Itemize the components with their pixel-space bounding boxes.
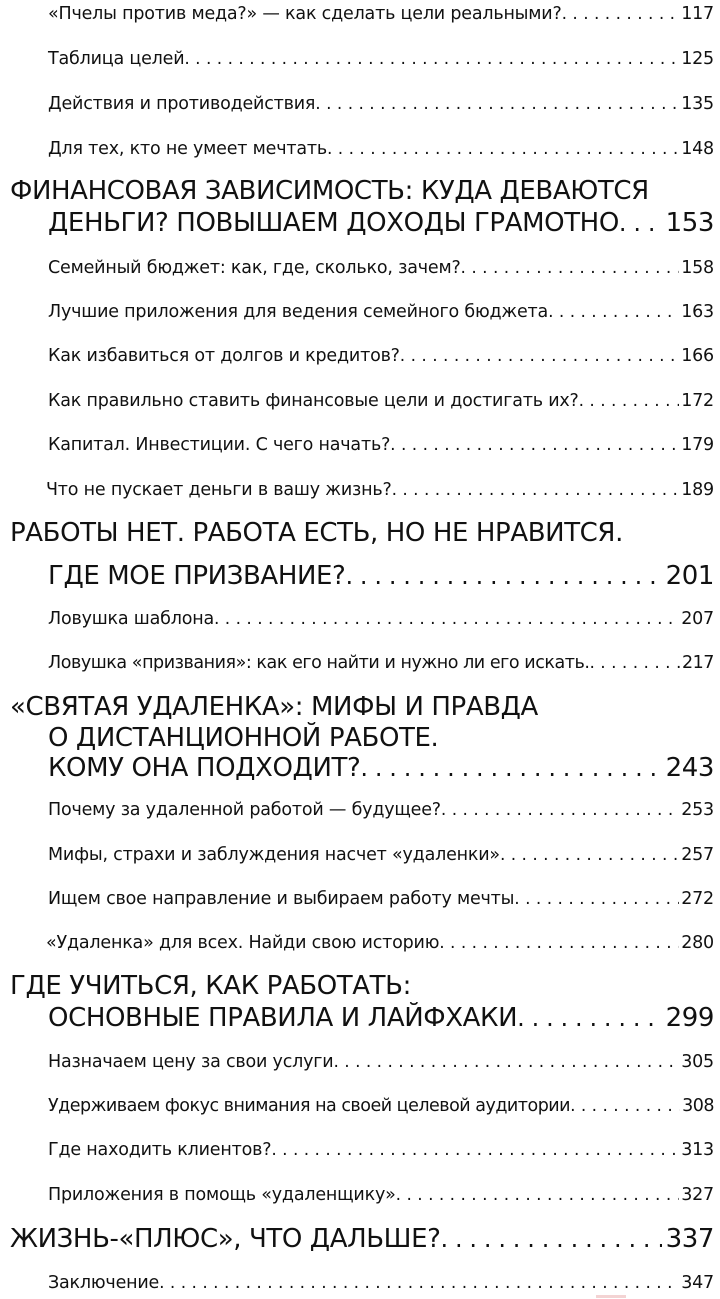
toc-entry-page: 166 bbox=[681, 346, 714, 366]
toc-entry-title: Что не пускает деньги в вашу жизнь? bbox=[46, 480, 392, 500]
toc-chapter-title-line-1: ГДЕ УЧИТЬСЯ, КАК РАБОТАТЬ: bbox=[10, 971, 411, 1001]
leader-dots bbox=[562, 4, 680, 24]
toc-chapter-title-line-2: ДЕНЬГИ? ПОВЫШАЕМ ДОХОДЫ ГРАМОТНО bbox=[48, 208, 619, 238]
leader-dots bbox=[514, 889, 679, 909]
leader-dots bbox=[159, 1273, 679, 1293]
toc-entry-title: Приложения в помощь «удаленщику» bbox=[48, 1185, 396, 1205]
toc-entry-page: 207 bbox=[681, 609, 714, 629]
toc-chapter-title-line-1: «СВЯТАЯ УДАЛЕНКА»: МИФЫ И ПРАВДА bbox=[10, 692, 538, 722]
leader-dots bbox=[579, 391, 680, 411]
toc-entry-page: 117 bbox=[681, 4, 714, 24]
toc-entry-title: Как избавиться от долгов и кредитов? bbox=[48, 346, 400, 366]
toc-chapter-title-line-2: ОСНОВНЫЕ ПРАВИЛА И ЛАЙФХАКИ bbox=[48, 1003, 518, 1033]
toc-entry-title: Мифы, страхи и заблуждения насчет «удаленки» bbox=[48, 845, 500, 865]
toc-entry-page: 189 bbox=[681, 480, 714, 500]
toc-chapter-title-line-3: КОМУ ОНА ПОДХОДИТ? bbox=[48, 753, 361, 783]
toc-entry-title: Удерживаем фокус внимания на своей целевой аудитории bbox=[48, 1096, 571, 1116]
toc-chapter-page: 153 bbox=[665, 208, 714, 238]
toc-entry-title: Лучшие приложения для ведения семейного бюджета bbox=[48, 302, 549, 322]
leader-dots bbox=[548, 302, 679, 322]
toc-entry-title: Семейный бюджет: как, где, сколько, зачем? bbox=[48, 258, 461, 278]
leader-dots bbox=[461, 258, 680, 278]
toc-entry-title: Где находить клиентов? bbox=[48, 1140, 272, 1160]
leader-dots bbox=[441, 1224, 662, 1254]
toc-entry-page: 125 bbox=[681, 49, 714, 69]
toc-chapter-page: 201 bbox=[665, 561, 714, 591]
toc-chapter-title-line-2: ГДЕ МОЕ ПРИЗВАНИЕ? bbox=[48, 561, 346, 591]
leader-dots bbox=[500, 845, 679, 865]
toc-chapter-title-line-1: ФИНАНСОВАЯ ЗАВИСИМОСТЬ: КУДА ДЕВАЮТСЯ bbox=[10, 176, 649, 206]
leader-dots bbox=[315, 94, 679, 114]
leader-dots bbox=[392, 480, 680, 500]
leader-dots bbox=[184, 49, 679, 69]
leader-dots bbox=[360, 753, 661, 783]
leader-dots bbox=[271, 1140, 679, 1160]
toc-entry-page: 253 bbox=[681, 800, 714, 820]
toc-entry-page: 217 bbox=[681, 653, 714, 673]
toc-entry-page: 308 bbox=[682, 1096, 714, 1116]
toc-entry-title: Таблица целей bbox=[48, 49, 185, 69]
toc-entry-page: 257 bbox=[681, 845, 714, 865]
toc-entry-page: 135 bbox=[681, 94, 714, 114]
leader-dots bbox=[590, 653, 680, 673]
toc-entry-page: 272 bbox=[681, 889, 714, 909]
leader-dots bbox=[439, 933, 679, 953]
toc-entry-title: Ловушка шаблона bbox=[48, 609, 214, 629]
leader-dots bbox=[214, 609, 679, 629]
toc-entry-page: 280 bbox=[681, 933, 714, 953]
leader-dots bbox=[441, 800, 679, 820]
toc-entry-page: 347 bbox=[681, 1273, 714, 1293]
toc-entry-page: 313 bbox=[681, 1140, 714, 1160]
toc-entry-title: Почему за удаленной работой — будущее? bbox=[48, 800, 441, 820]
leader-dots bbox=[400, 346, 679, 366]
toc-entry-title: Ловушка «призвания»: как его найти и нужно ли его искать. bbox=[48, 653, 590, 673]
toc-entry-title: Назначаем цену за свои услуги bbox=[48, 1052, 334, 1072]
toc-entry-title: «Удаленка» для всех. Найди свою историю bbox=[46, 933, 440, 953]
toc-entry-page: 172 bbox=[681, 391, 714, 411]
toc-entry-page: 305 bbox=[681, 1052, 714, 1072]
toc-chapter-title-line-1: ЖИЗНЬ-«ПЛЮС», ЧТО ДАЛЬШЕ? bbox=[10, 1224, 441, 1254]
leader-dots bbox=[390, 435, 679, 455]
toc-entry-page: 158 bbox=[681, 258, 714, 278]
toc-entry-page: 163 bbox=[681, 302, 714, 322]
toc-chapter-page: 337 bbox=[665, 1224, 714, 1254]
toc-entry-title: «Пчелы против меда?» — как сделать цели реальными? bbox=[48, 4, 562, 24]
toc-entry-title: Капитал. Инвестиции. С чего начать? bbox=[48, 435, 391, 455]
leader-dots bbox=[327, 139, 679, 159]
leader-dots bbox=[570, 1096, 680, 1116]
toc-chapter-page: 299 bbox=[665, 1003, 714, 1033]
toc-entry-title: Как правильно ставить финансовые цели и достигать их? bbox=[48, 391, 579, 411]
toc-entry-title: Для тех, кто не умеет мечтать bbox=[48, 139, 327, 159]
toc-chapter-title-line-1: РАБОТЫ НЕТ. РАБОТА ЕСТЬ, НО НЕ НРАВИТСЯ. bbox=[10, 518, 623, 548]
toc-chapter-title-line-2: О ДИСТАНЦИОННОЙ РАБОТЕ. bbox=[48, 723, 439, 753]
leader-dots bbox=[517, 1003, 661, 1033]
toc-chapter-page: 243 bbox=[665, 753, 714, 783]
toc-entry-title: Заключение bbox=[48, 1273, 160, 1293]
toc-entry-title: Действия и противодействия bbox=[48, 94, 316, 114]
leader-dots bbox=[396, 1185, 680, 1205]
leader-dots bbox=[333, 1052, 679, 1072]
leader-dots bbox=[345, 561, 661, 591]
toc-entry-page: 179 bbox=[681, 435, 714, 455]
toc-entry-title: Ищем свое направление и выбираем работу мечты bbox=[48, 889, 515, 909]
leader-dots bbox=[619, 208, 662, 238]
scan-artifact bbox=[596, 1295, 626, 1298]
toc-entry-page: 148 bbox=[681, 139, 714, 159]
toc-entry-page: 327 bbox=[681, 1185, 714, 1205]
